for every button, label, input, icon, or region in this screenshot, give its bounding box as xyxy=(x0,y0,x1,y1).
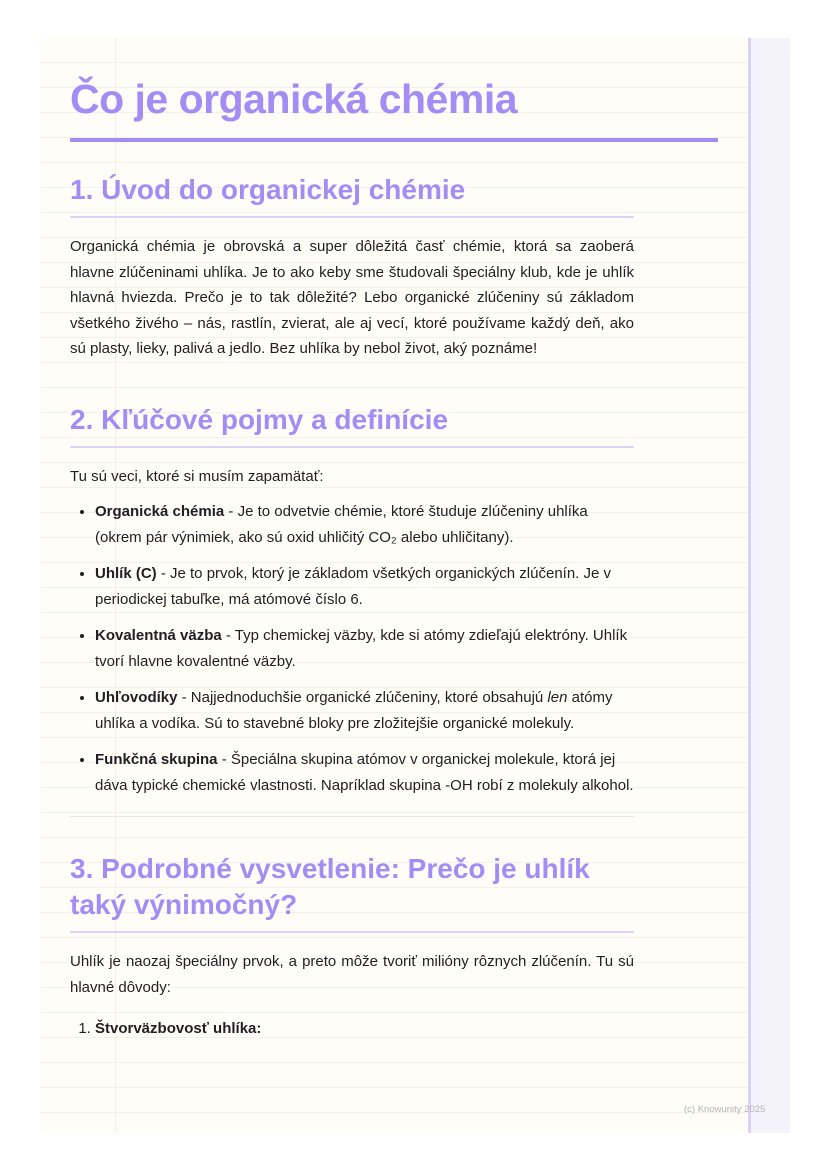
list-item xyxy=(95,499,634,550)
section-intro: Tu sú veci, ktoré si musím zapamätať: xyxy=(70,467,324,485)
term: Kovalentná väzba xyxy=(95,627,222,644)
list-item xyxy=(95,1016,634,1042)
term: Organická chémia xyxy=(95,503,225,520)
page-title: Čo je organická chémia xyxy=(70,76,518,122)
definition: - Typ chemickej väzby, kde si atómy zdieľajú elektróny. Uhlík tvorí hlavne kovalentné väzby. xyxy=(95,627,628,670)
list-item xyxy=(95,747,634,798)
page-side-strip xyxy=(748,38,790,1133)
page-side-line xyxy=(748,38,751,1133)
heading-underline xyxy=(70,216,634,218)
term: Uhlík (C) xyxy=(95,565,157,582)
section-paragraph: Uhlík je naozaj špeciálny prvok, a preto môže tvoriť milióny rôznych zlúčenín. Tu sú hlavné dôvody: xyxy=(70,953,634,996)
definition-cont: atómy uhlíka a vodíka. Sú to stavebné bloky pre zložitejšie organické molekuly. xyxy=(95,689,613,732)
list-item xyxy=(95,685,634,736)
document-content xyxy=(70,70,634,1053)
copyright-footer: (c) Knowunity 2025 xyxy=(684,1104,766,1115)
section-heading: 2. Kľúčové pojmy a definície xyxy=(70,403,449,435)
section-heading: 1. Úvod do organickej chémie xyxy=(70,174,466,205)
definition: - Špeciálna skupina atómov v organickej molekule, ktorá jej dáva typické chemické vlastnosti. Napríklad skupina -OH robí z molekuly alkohol. xyxy=(95,751,634,794)
definition-list xyxy=(70,499,634,798)
definition: - Je to odvetvie chémie, ktoré študuje zlúčeniny uhlíka (okrem pár výnimiek, ako sú oxid uhličitý CO₂ alebo uhličitany). xyxy=(95,503,588,546)
title-underline xyxy=(70,138,718,142)
term: Funkčná skupina xyxy=(95,751,218,768)
heading-underline xyxy=(70,446,634,448)
list-item xyxy=(95,623,634,674)
section-paragraph: Organická chémia je obrovská a super dôležitá časť chémie, ktorá sa zaoberá hlavne zlúčeninami uhlíka. Je to ako keby sme študovali špeciálny klub, kde je uhlík hlavná hviezda. Prečo je to tak dôležité? Lebo organické zlúčeniny sú základom všetkého živého – nás, rastlín, zvierat, ale aj vecí, ktoré používame každý deň, ako sú plasty, lieky, palivá a jedlo. Bez uhlíka by nebol život, aký poznáme! xyxy=(70,238,634,357)
reasons-list xyxy=(70,1016,634,1042)
term: Štvorväzbovosť uhlíka: xyxy=(95,1020,262,1037)
term: Uhľovodíky xyxy=(95,689,178,706)
divider xyxy=(70,816,634,817)
definition: - Je to prvok, ktorý je základom všetkých organických zlúčenín. Je v periodickej tabuľke, má atómové číslo 6. xyxy=(95,565,612,608)
list-item xyxy=(95,561,634,612)
heading-underline xyxy=(70,931,634,933)
definition: - Najjednoduchšie organické zlúčeniny, ktoré obsahujú xyxy=(177,689,548,706)
section-heading: 3. Podrobné vysvetlenie: Prečo je uhlík taký výnimočný? xyxy=(70,853,590,920)
emphasis: len xyxy=(547,689,568,706)
